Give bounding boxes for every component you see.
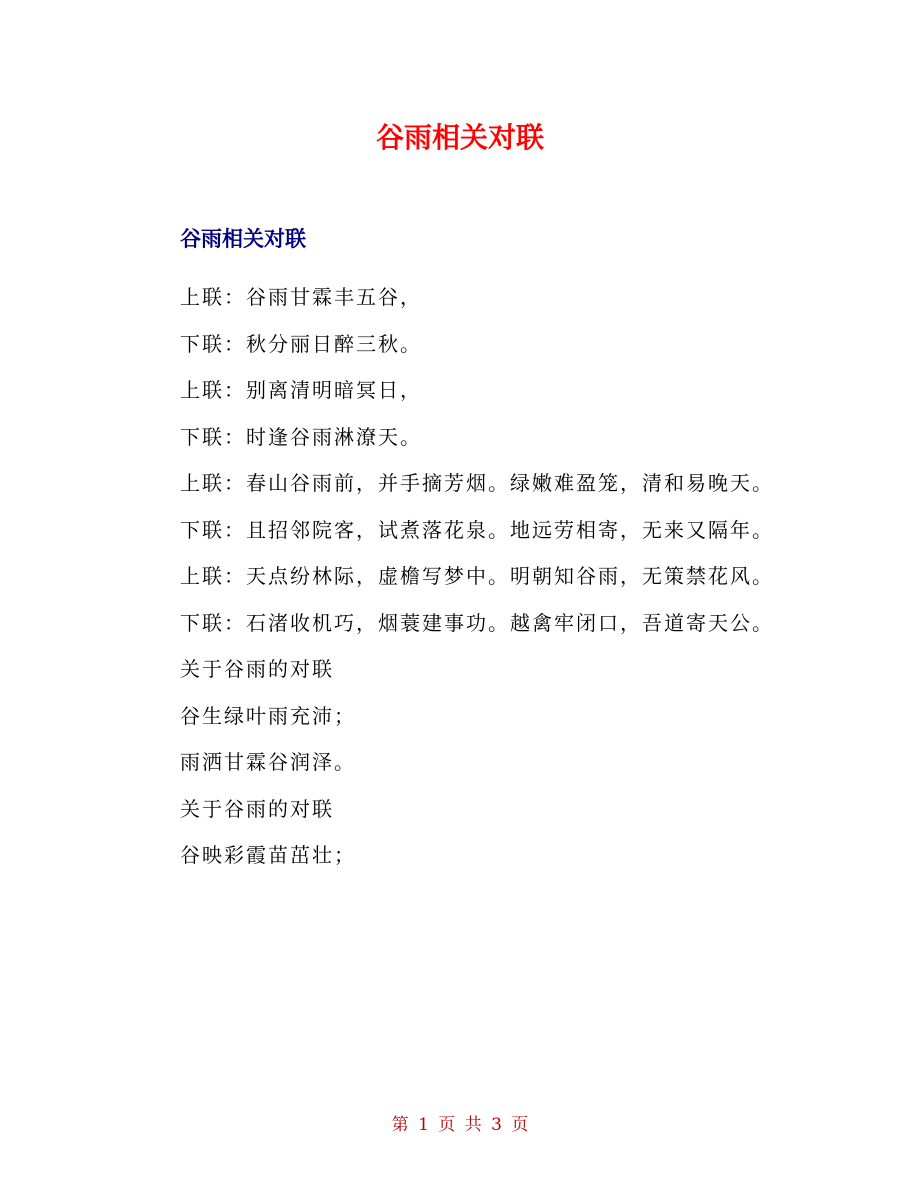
document-body [138, 274, 786, 879]
paragraph: 上联：别离清明暗冥日， [180, 378, 422, 402]
paragraph: 谷生绿叶雨充沛； [180, 703, 356, 728]
section-heading: 谷雨相关对联 [180, 227, 306, 251]
paragraph: 下联：且招邻院客，试煮落花泉。地远劳相寄，无来又隔年。 [180, 517, 774, 542]
paragraph: 谷映彩霞苗茁壮； [180, 843, 356, 867]
page-footer: 第 1 页 共 3 页 [391, 1115, 529, 1135]
page-title: 谷雨相关对联 [375, 121, 544, 154]
paragraph: 上联：春山谷雨前，并手摘芳烟。绿嫩难盈笼，清和易晚天。 [180, 471, 774, 495]
paragraph: 下联：时逢谷雨淋潦天。 [180, 424, 422, 449]
paragraph: 上联：谷雨甘霖丰五谷， [180, 285, 422, 309]
paragraph: 上联：天点纷林际，虚檐写梦中。明朝知谷雨，无策禁花风。 [180, 564, 774, 588]
paragraph: 关于谷雨的对联 [180, 657, 334, 681]
paragraph: 关于谷雨的对联 [180, 796, 334, 821]
paragraph: 下联：石渚收机巧，烟蓑建事功。越禽牢闭口，吾道寄天公。 [180, 610, 774, 635]
paragraph: 下联：秋分丽日醉三秋。 [180, 331, 422, 356]
paragraph: 雨洒甘霖谷润泽。 [180, 750, 356, 774]
